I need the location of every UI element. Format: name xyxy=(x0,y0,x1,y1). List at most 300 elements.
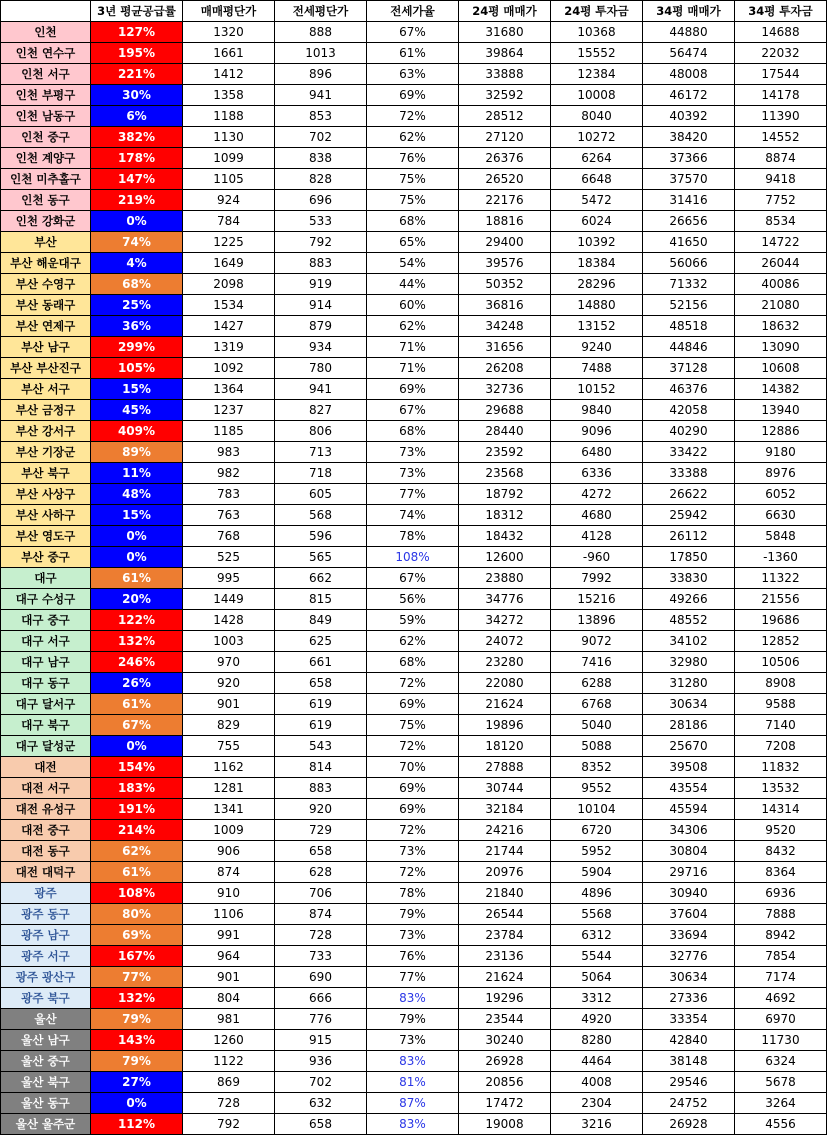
investment-24py-cell: 4680 xyxy=(551,505,643,526)
sale-price-cell: 1099 xyxy=(183,148,275,169)
jeonse-price-cell: 941 xyxy=(275,85,367,106)
sale-price-cell: 1364 xyxy=(183,379,275,400)
supply-rate-cell: 36% xyxy=(91,316,183,337)
jeonse-ratio-cell: 83% xyxy=(367,988,459,1009)
table-row xyxy=(1,883,827,904)
price-34py-cell: 56474 xyxy=(643,43,735,64)
jeonse-ratio-cell: 72% xyxy=(367,862,459,883)
price-24py-cell: 29400 xyxy=(459,232,551,253)
price-34py-cell: 37128 xyxy=(643,358,735,379)
jeonse-price-cell: 936 xyxy=(275,1051,367,1072)
investment-34py-cell: 8364 xyxy=(735,862,827,883)
investment-34py-cell: 6324 xyxy=(735,1051,827,1072)
price-24py-cell: 34272 xyxy=(459,610,551,631)
supply-rate-cell: 30% xyxy=(91,85,183,106)
investment-34py-cell: 11390 xyxy=(735,106,827,127)
price-24py-cell: 34776 xyxy=(459,589,551,610)
price-24py-cell: 34248 xyxy=(459,316,551,337)
jeonse-price-cell: 874 xyxy=(275,904,367,925)
price-34py-cell: 30634 xyxy=(643,967,735,988)
jeonse-ratio-cell: 87% xyxy=(367,1093,459,1114)
region-cell: 부산 중구 xyxy=(1,547,91,568)
sale-price-cell: 1412 xyxy=(183,64,275,85)
supply-rate-cell: 61% xyxy=(91,568,183,589)
sale-price-cell: 970 xyxy=(183,652,275,673)
jeonse-ratio-cell: 63% xyxy=(367,64,459,85)
region-cell: 광주 서구 xyxy=(1,946,91,967)
jeonse-ratio-cell: 68% xyxy=(367,652,459,673)
jeonse-ratio-cell: 79% xyxy=(367,1009,459,1030)
jeonse-ratio-cell: 71% xyxy=(367,358,459,379)
investment-24py-cell: 10392 xyxy=(551,232,643,253)
sale-price-cell: 829 xyxy=(183,715,275,736)
price-24py-cell: 32736 xyxy=(459,379,551,400)
table-row xyxy=(1,85,827,106)
jeonse-price-cell: 543 xyxy=(275,736,367,757)
table-row xyxy=(1,22,827,43)
supply-rate-cell: 132% xyxy=(91,988,183,1009)
investment-34py-cell: 6970 xyxy=(735,1009,827,1030)
investment-34py-cell: 7140 xyxy=(735,715,827,736)
investment-34py-cell: 13532 xyxy=(735,778,827,799)
price-34py-cell: 27336 xyxy=(643,988,735,1009)
jeonse-ratio-cell: 68% xyxy=(367,211,459,232)
region-cell: 대전 대덕구 xyxy=(1,862,91,883)
table-row xyxy=(1,1093,827,1114)
investment-34py-cell: 11730 xyxy=(735,1030,827,1051)
region-cell: 부산 금정구 xyxy=(1,400,91,421)
jeonse-price-cell: 565 xyxy=(275,547,367,568)
price-24py-cell: 21624 xyxy=(459,967,551,988)
jeonse-price-cell: 568 xyxy=(275,505,367,526)
jeonse-ratio-cell: 62% xyxy=(367,316,459,337)
region-cell: 부산 수영구 xyxy=(1,274,91,295)
sale-price-cell: 755 xyxy=(183,736,275,757)
supply-rate-cell: 89% xyxy=(91,442,183,463)
jeonse-price-cell: 666 xyxy=(275,988,367,1009)
region-cell: 부산 영도구 xyxy=(1,526,91,547)
jeonse-price-cell: 661 xyxy=(275,652,367,673)
investment-34py-cell: 13090 xyxy=(735,337,827,358)
jeonse-price-cell: 914 xyxy=(275,295,367,316)
jeonse-ratio-cell: 69% xyxy=(367,85,459,106)
table-row xyxy=(1,715,827,736)
investment-34py-cell: 3264 xyxy=(735,1093,827,1114)
region-cell: 인천 중구 xyxy=(1,127,91,148)
region-cell: 인천 연수구 xyxy=(1,43,91,64)
price-24py-cell: 36816 xyxy=(459,295,551,316)
jeonse-ratio-cell: 44% xyxy=(367,274,459,295)
price-34py-cell: 26112 xyxy=(643,526,735,547)
price-34py-cell: 34102 xyxy=(643,631,735,652)
jeonse-price-cell: 619 xyxy=(275,715,367,736)
region-cell: 인천 미추홀구 xyxy=(1,169,91,190)
jeonse-price-cell: 941 xyxy=(275,379,367,400)
sale-price-cell: 1009 xyxy=(183,820,275,841)
region-cell: 부산 xyxy=(1,232,91,253)
jeonse-ratio-cell: 68% xyxy=(367,421,459,442)
investment-24py-cell: 5904 xyxy=(551,862,643,883)
sale-price-cell: 982 xyxy=(183,463,275,484)
supply-rate-cell: 143% xyxy=(91,1030,183,1051)
region-cell: 부산 강서구 xyxy=(1,421,91,442)
price-34py-cell: 42840 xyxy=(643,1030,735,1051)
jeonse-price-cell: 888 xyxy=(275,22,367,43)
price-24py-cell: 24072 xyxy=(459,631,551,652)
investment-34py-cell: 7208 xyxy=(735,736,827,757)
region-cell: 대구 서구 xyxy=(1,631,91,652)
investment-24py-cell: 8040 xyxy=(551,106,643,127)
supply-rate-cell: 77% xyxy=(91,967,183,988)
price-34py-cell: 33694 xyxy=(643,925,735,946)
region-cell: 광주 북구 xyxy=(1,988,91,1009)
table-row xyxy=(1,442,827,463)
supply-rate-cell: 246% xyxy=(91,652,183,673)
supply-rate-cell: 48% xyxy=(91,484,183,505)
price-24py-cell: 32592 xyxy=(459,85,551,106)
header-24py-investment: 24평 투자금 xyxy=(551,1,643,22)
investment-24py-cell: 8280 xyxy=(551,1030,643,1051)
region-cell: 대구 동구 xyxy=(1,673,91,694)
supply-rate-cell: 79% xyxy=(91,1051,183,1072)
supply-rate-cell: 45% xyxy=(91,400,183,421)
supply-rate-cell: 0% xyxy=(91,736,183,757)
sale-price-cell: 1427 xyxy=(183,316,275,337)
sale-price-cell: 804 xyxy=(183,988,275,1009)
investment-24py-cell: 13152 xyxy=(551,316,643,337)
header-24py-sale-price: 24평 매매가 xyxy=(459,1,551,22)
sale-price-cell: 991 xyxy=(183,925,275,946)
investment-24py-cell: 10104 xyxy=(551,799,643,820)
sale-price-cell: 792 xyxy=(183,1114,275,1135)
supply-rate-cell: 15% xyxy=(91,379,183,400)
investment-34py-cell: 9520 xyxy=(735,820,827,841)
investment-24py-cell: 10008 xyxy=(551,85,643,106)
investment-34py-cell: 14314 xyxy=(735,799,827,820)
investment-24py-cell: 4272 xyxy=(551,484,643,505)
price-34py-cell: 34306 xyxy=(643,820,735,841)
supply-rate-cell: 127% xyxy=(91,22,183,43)
supply-rate-cell: 154% xyxy=(91,757,183,778)
table-row xyxy=(1,400,827,421)
investment-34py-cell: 8976 xyxy=(735,463,827,484)
investment-24py-cell: 3312 xyxy=(551,988,643,1009)
price-34py-cell: 37366 xyxy=(643,148,735,169)
jeonse-ratio-cell: 78% xyxy=(367,883,459,904)
jeonse-ratio-cell: 67% xyxy=(367,568,459,589)
jeonse-price-cell: 815 xyxy=(275,589,367,610)
sale-price-cell: 784 xyxy=(183,211,275,232)
investment-34py-cell: 17544 xyxy=(735,64,827,85)
region-cell: 인천 남동구 xyxy=(1,106,91,127)
price-34py-cell: 71332 xyxy=(643,274,735,295)
supply-rate-cell: 178% xyxy=(91,148,183,169)
price-34py-cell: 52156 xyxy=(643,295,735,316)
price-34py-cell: 48518 xyxy=(643,316,735,337)
region-cell: 대전 유성구 xyxy=(1,799,91,820)
investment-24py-cell: 6768 xyxy=(551,694,643,715)
price-34py-cell: 32980 xyxy=(643,652,735,673)
sale-price-cell: 1105 xyxy=(183,169,275,190)
jeonse-price-cell: 776 xyxy=(275,1009,367,1030)
sale-price-cell: 910 xyxy=(183,883,275,904)
region-cell: 부산 동래구 xyxy=(1,295,91,316)
supply-rate-cell: 112% xyxy=(91,1114,183,1135)
price-34py-cell: 37604 xyxy=(643,904,735,925)
jeonse-ratio-cell: 79% xyxy=(367,904,459,925)
investment-34py-cell: 18632 xyxy=(735,316,827,337)
jeonse-price-cell: 696 xyxy=(275,190,367,211)
table-row xyxy=(1,799,827,820)
jeonse-price-cell: 896 xyxy=(275,64,367,85)
table-row xyxy=(1,694,827,715)
table-row xyxy=(1,190,827,211)
price-34py-cell: 25942 xyxy=(643,505,735,526)
region-cell: 대전 중구 xyxy=(1,820,91,841)
table-row xyxy=(1,505,827,526)
investment-34py-cell: 8942 xyxy=(735,925,827,946)
sale-price-cell: 1534 xyxy=(183,295,275,316)
table-row xyxy=(1,736,827,757)
price-24py-cell: 23880 xyxy=(459,568,551,589)
investment-24py-cell: 5568 xyxy=(551,904,643,925)
header-jeonse-price-per-pyeong: 전세평단가 xyxy=(275,1,367,22)
sale-price-cell: 763 xyxy=(183,505,275,526)
table-row xyxy=(1,778,827,799)
header-34py-investment: 34평 투자금 xyxy=(735,1,827,22)
price-24py-cell: 23544 xyxy=(459,1009,551,1030)
supply-rate-cell: 147% xyxy=(91,169,183,190)
investment-24py-cell: 8352 xyxy=(551,757,643,778)
table-row xyxy=(1,820,827,841)
jeonse-price-cell: 729 xyxy=(275,820,367,841)
investment-34py-cell: 40086 xyxy=(735,274,827,295)
investment-34py-cell: 8874 xyxy=(735,148,827,169)
sale-price-cell: 983 xyxy=(183,442,275,463)
sale-price-cell: 874 xyxy=(183,862,275,883)
table-row xyxy=(1,631,827,652)
price-24py-cell: 24216 xyxy=(459,820,551,841)
region-cell: 광주 광산구 xyxy=(1,967,91,988)
price-24py-cell: 12600 xyxy=(459,547,551,568)
region-cell: 대구 중구 xyxy=(1,610,91,631)
investment-24py-cell: 5472 xyxy=(551,190,643,211)
investment-24py-cell: 5040 xyxy=(551,715,643,736)
price-24py-cell: 18120 xyxy=(459,736,551,757)
sale-price-cell: 1237 xyxy=(183,400,275,421)
supply-rate-cell: 195% xyxy=(91,43,183,64)
jeonse-price-cell: 828 xyxy=(275,169,367,190)
header-jeonse-ratio: 전세가율 xyxy=(367,1,459,22)
table-row xyxy=(1,274,827,295)
region-cell: 대구 xyxy=(1,568,91,589)
sale-price-cell: 1320 xyxy=(183,22,275,43)
table-row xyxy=(1,379,827,400)
price-34py-cell: 24752 xyxy=(643,1093,735,1114)
price-24py-cell: 21624 xyxy=(459,694,551,715)
supply-rate-cell: 122% xyxy=(91,610,183,631)
supply-rate-cell: 219% xyxy=(91,190,183,211)
jeonse-price-cell: 919 xyxy=(275,274,367,295)
price-24py-cell: 27888 xyxy=(459,757,551,778)
table-row xyxy=(1,211,827,232)
sale-price-cell: 1003 xyxy=(183,631,275,652)
price-34py-cell: 41650 xyxy=(643,232,735,253)
table-row xyxy=(1,1072,827,1093)
jeonse-ratio-cell: 83% xyxy=(367,1114,459,1135)
sale-price-cell: 1428 xyxy=(183,610,275,631)
region-cell: 대구 남구 xyxy=(1,652,91,673)
sale-price-cell: 869 xyxy=(183,1072,275,1093)
table-row xyxy=(1,1051,827,1072)
sale-price-cell: 1449 xyxy=(183,589,275,610)
investment-24py-cell: 7416 xyxy=(551,652,643,673)
supply-rate-cell: 69% xyxy=(91,925,183,946)
sale-price-cell: 2098 xyxy=(183,274,275,295)
supply-rate-cell: 382% xyxy=(91,127,183,148)
investment-24py-cell: -960 xyxy=(551,547,643,568)
table-row xyxy=(1,1009,827,1030)
investment-34py-cell: 11832 xyxy=(735,757,827,778)
price-24py-cell: 23568 xyxy=(459,463,551,484)
investment-34py-cell: 4692 xyxy=(735,988,827,1009)
price-24py-cell: 18312 xyxy=(459,505,551,526)
jeonse-ratio-cell: 73% xyxy=(367,841,459,862)
price-24py-cell: 23136 xyxy=(459,946,551,967)
price-34py-cell: 39508 xyxy=(643,757,735,778)
supply-rate-cell: 27% xyxy=(91,1072,183,1093)
table-row xyxy=(1,337,827,358)
jeonse-price-cell: 702 xyxy=(275,1072,367,1093)
supply-rate-cell: 167% xyxy=(91,946,183,967)
investment-24py-cell: 6024 xyxy=(551,211,643,232)
jeonse-price-cell: 658 xyxy=(275,673,367,694)
investment-24py-cell: 6648 xyxy=(551,169,643,190)
table-row xyxy=(1,463,827,484)
price-24py-cell: 32184 xyxy=(459,799,551,820)
jeonse-price-cell: 806 xyxy=(275,421,367,442)
jeonse-ratio-cell: 69% xyxy=(367,694,459,715)
region-cell: 울산 북구 xyxy=(1,1072,91,1093)
supply-rate-cell: 299% xyxy=(91,337,183,358)
table-row xyxy=(1,526,827,547)
sale-price-cell: 1162 xyxy=(183,757,275,778)
supply-rate-cell: 0% xyxy=(91,1093,183,1114)
investment-24py-cell: 5064 xyxy=(551,967,643,988)
header-supply-rate: 3년 평균공급률 xyxy=(91,1,183,22)
region-cell: 대전 서구 xyxy=(1,778,91,799)
supply-rate-cell: 62% xyxy=(91,841,183,862)
sale-price-cell: 1319 xyxy=(183,337,275,358)
price-34py-cell: 40290 xyxy=(643,421,735,442)
investment-34py-cell: 7174 xyxy=(735,967,827,988)
table-row xyxy=(1,988,827,1009)
price-34py-cell: 48552 xyxy=(643,610,735,631)
investment-24py-cell: 9552 xyxy=(551,778,643,799)
jeonse-ratio-cell: 60% xyxy=(367,295,459,316)
jeonse-ratio-cell: 78% xyxy=(367,526,459,547)
sale-price-cell: 920 xyxy=(183,673,275,694)
investment-34py-cell: 4556 xyxy=(735,1114,827,1135)
price-24py-cell: 21840 xyxy=(459,883,551,904)
supply-rate-cell: 0% xyxy=(91,547,183,568)
price-34py-cell: 31280 xyxy=(643,673,735,694)
jeonse-ratio-cell: 75% xyxy=(367,190,459,211)
price-34py-cell: 38148 xyxy=(643,1051,735,1072)
jeonse-ratio-cell: 74% xyxy=(367,505,459,526)
investment-34py-cell: 9588 xyxy=(735,694,827,715)
investment-34py-cell: 9418 xyxy=(735,169,827,190)
jeonse-ratio-cell: 62% xyxy=(367,127,459,148)
investment-34py-cell: -1360 xyxy=(735,547,827,568)
jeonse-ratio-cell: 69% xyxy=(367,379,459,400)
jeonse-ratio-cell: 69% xyxy=(367,799,459,820)
header-sale-price-per-pyeong: 매매평단가 xyxy=(183,1,275,22)
sale-price-cell: 783 xyxy=(183,484,275,505)
jeonse-ratio-cell: 70% xyxy=(367,757,459,778)
table-row xyxy=(1,757,827,778)
investment-24py-cell: 6288 xyxy=(551,673,643,694)
price-34py-cell: 45594 xyxy=(643,799,735,820)
sale-price-cell: 1130 xyxy=(183,127,275,148)
table-row xyxy=(1,841,827,862)
investment-34py-cell: 14722 xyxy=(735,232,827,253)
jeonse-price-cell: 792 xyxy=(275,232,367,253)
supply-rate-cell: 61% xyxy=(91,694,183,715)
jeonse-ratio-cell: 108% xyxy=(367,547,459,568)
jeonse-ratio-cell: 72% xyxy=(367,736,459,757)
price-34py-cell: 25670 xyxy=(643,736,735,757)
supply-rate-cell: 61% xyxy=(91,862,183,883)
table-row xyxy=(1,673,827,694)
region-cell: 부산 서구 xyxy=(1,379,91,400)
price-34py-cell: 30804 xyxy=(643,841,735,862)
investment-24py-cell: 6312 xyxy=(551,925,643,946)
jeonse-ratio-cell: 72% xyxy=(367,106,459,127)
price-24py-cell: 39864 xyxy=(459,43,551,64)
jeonse-ratio-cell: 73% xyxy=(367,925,459,946)
investment-34py-cell: 19686 xyxy=(735,610,827,631)
investment-34py-cell: 10506 xyxy=(735,652,827,673)
supply-rate-cell: 4% xyxy=(91,253,183,274)
price-24py-cell: 18816 xyxy=(459,211,551,232)
region-cell: 부산 사하구 xyxy=(1,505,91,526)
supply-rate-cell: 0% xyxy=(91,526,183,547)
price-24py-cell: 26376 xyxy=(459,148,551,169)
table-row xyxy=(1,946,827,967)
table-row xyxy=(1,1114,827,1135)
price-24py-cell: 19896 xyxy=(459,715,551,736)
price-34py-cell: 40392 xyxy=(643,106,735,127)
jeonse-price-cell: 728 xyxy=(275,925,367,946)
investment-24py-cell: 4008 xyxy=(551,1072,643,1093)
investment-24py-cell: 2304 xyxy=(551,1093,643,1114)
price-24py-cell: 18792 xyxy=(459,484,551,505)
supply-rate-cell: 25% xyxy=(91,295,183,316)
investment-24py-cell: 7992 xyxy=(551,568,643,589)
table-row xyxy=(1,610,827,631)
jeonse-price-cell: 605 xyxy=(275,484,367,505)
table-row xyxy=(1,484,827,505)
table-row xyxy=(1,904,827,925)
price-34py-cell: 26656 xyxy=(643,211,735,232)
price-34py-cell: 31416 xyxy=(643,190,735,211)
investment-24py-cell: 15552 xyxy=(551,43,643,64)
price-34py-cell: 49266 xyxy=(643,589,735,610)
sale-price-cell: 1106 xyxy=(183,904,275,925)
sale-price-cell: 901 xyxy=(183,967,275,988)
investment-34py-cell: 8534 xyxy=(735,211,827,232)
